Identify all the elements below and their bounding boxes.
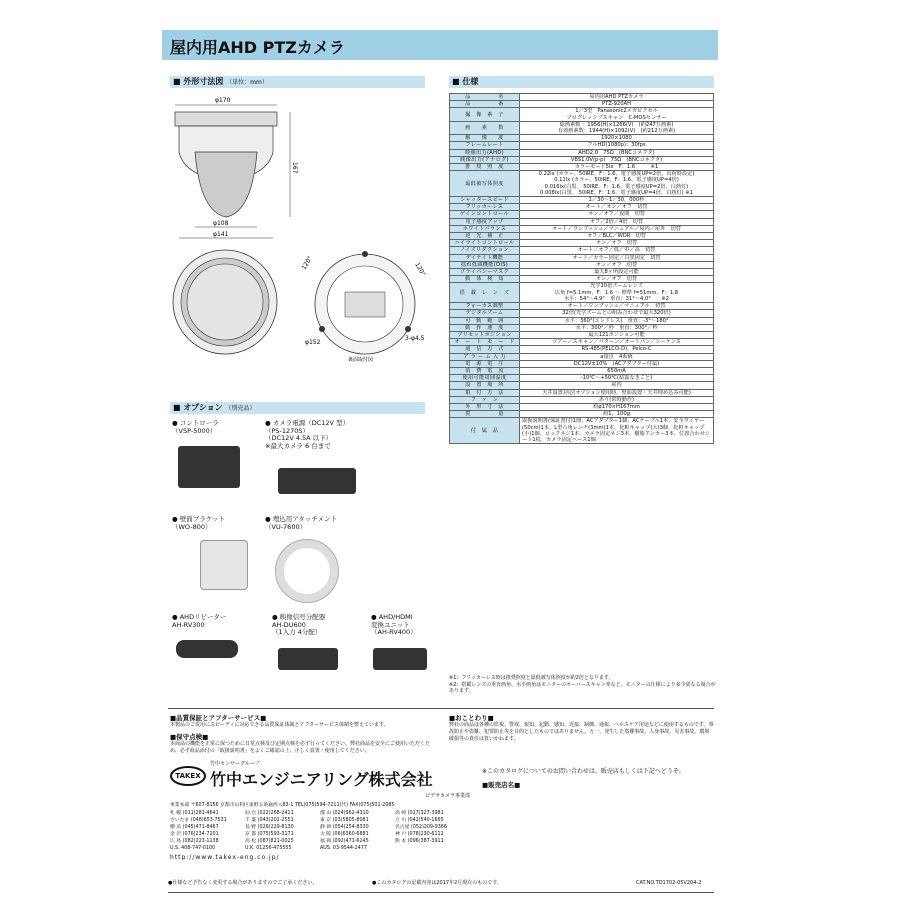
branch-entry: 広 島 (082)223-1138 <box>170 839 219 844</box>
spec-value: 総画素数 ：1956(H)×1266(V) (約247万画素) 有効画素数：1944(H)×1092(V) (約212万画素) <box>520 121 714 134</box>
spec-row <box>450 254 714 261</box>
spec-key: 質 量 <box>450 411 520 418</box>
spec-row <box>450 382 714 389</box>
dim-d170: φ170 <box>215 97 231 104</box>
spec-value: カラーモード5lx F：1.6 ※1 <box>520 164 714 171</box>
spec-row <box>450 156 714 163</box>
branch-entry: 郡 山 (024)962-4310 <box>320 811 369 816</box>
spec-key: 設 置 場 所 <box>450 382 520 389</box>
spec-value: フルHD(1080p)：30fps <box>520 142 714 149</box>
spec-value: AHD2.0 75Ω (BNCコネクタ) <box>520 149 714 156</box>
takex-logo: TAKEX <box>170 766 206 786</box>
dome-base <box>175 112 277 126</box>
group-label: 竹中センサーグループ <box>210 761 260 767</box>
dome-cover <box>195 152 257 217</box>
spec-row <box>450 94 714 101</box>
branch-entry: 大 阪 (06)6360-6881 <box>320 832 369 837</box>
option-bracket: ● 壁面ブラケット （WO-800） <box>172 515 225 531</box>
spec-row <box>450 197 714 204</box>
spec-key: プライバシーマスク <box>450 269 520 276</box>
spec-heading: ■ 仕様 <box>449 76 714 88</box>
dim-d152: φ152 <box>305 339 321 346</box>
spec-value: VBS1.0V(p-p) 75Ω (BNCコネクタ) <box>520 156 714 163</box>
hq-address: 事業本部 〒607-8156 京都市山科区東野五条通西入83-1 TEL(075)594-7211(代) FAX(075)501-2085 <box>170 803 395 808</box>
spec-row <box>450 375 714 382</box>
spec-key: 搭 載 レ ン ズ <box>450 283 520 303</box>
branch-entry: 福 岡 (092)471-6245 <box>320 839 369 844</box>
branch-entry: 熊 本 (096)387-3911 <box>395 839 444 844</box>
spec-row <box>450 149 714 156</box>
spec-key: フリッカーレス <box>450 204 520 211</box>
spec-key: ア ラ ー ム 入 力 <box>450 353 520 360</box>
spec-value: 最大121ポジション可能 <box>520 331 714 338</box>
option-distributor: ● 映像信号分配器 AH-DU600 （1入力 4分配） <box>272 613 326 636</box>
spec-key: 解 像 度 <box>450 135 520 142</box>
spec-value: オフ／BLC／WDR 切替 <box>520 233 714 240</box>
dim-h167: 167 <box>291 162 298 174</box>
spec-key: フレームレート <box>450 142 520 149</box>
branch-entry: 静 岡 (054)254-8330 <box>320 825 369 830</box>
spec-key: ゲインコントロール <box>450 211 520 218</box>
option-attachment: ● 埋込用アタッチメント （VU-7600） <box>265 515 338 531</box>
spec-key: フォーカス調整 <box>450 303 520 310</box>
branch-entry: 長 野 (026)229-8130 <box>245 825 294 830</box>
spec-row <box>450 164 714 171</box>
spec-row <box>450 317 714 324</box>
spec-value: RS-485(PELCO-D)、Pelco-C <box>520 346 714 353</box>
branch-entry: 高 崎 (027)327-3981 <box>395 811 444 816</box>
spec-key: 動 体 検 知 <box>450 276 520 283</box>
spec-key: 撮 像 素 子 <box>450 108 520 121</box>
angle-label-b: 120° <box>413 261 427 278</box>
bottom-divider <box>168 892 714 893</box>
spec-key: デジタルズーム <box>450 310 520 317</box>
spec-value: -10℃〜+50℃(結露なきこと) <box>520 375 714 382</box>
spec-value: 約1，100g <box>520 411 714 418</box>
spec-row <box>450 403 714 410</box>
spec-row <box>450 204 714 211</box>
spec-key: 画 素 数 <box>450 121 520 134</box>
spec-value: 水平：300°／秒 垂直：300°／秒 <box>520 324 714 331</box>
spec-value: オン／オフ 切替 <box>520 276 714 283</box>
branch-entry: 京 都 (075)593-3171 <box>245 832 294 837</box>
spec-value: 水平：360°(エンドレス) 垂直：-3°〜180° <box>520 317 714 324</box>
page-title: 屋内用AHD PTZカメラ <box>170 38 345 57</box>
spec-row <box>450 171 714 197</box>
spec-key: プリセットポジション <box>450 331 520 338</box>
repeater-image <box>176 640 238 658</box>
branch-entry: 立 川 (042)540-1665 <box>395 818 444 823</box>
spec-value: 1／30〜1／30，000秒 <box>520 197 714 204</box>
spec-table <box>449 93 714 444</box>
branch-row <box>170 817 470 824</box>
branch-entry: U.K. 01256-475555 <box>245 846 292 851</box>
spec-key: 動 作 速 度 <box>450 324 520 331</box>
spec-row <box>450 101 714 108</box>
spec-key: 取 付 方 法 <box>450 389 520 396</box>
spec-value: オート／カラー固定／白黒固定 切替 <box>520 254 714 261</box>
spec-row <box>450 339 714 346</box>
spec-row <box>450 218 714 225</box>
spec-value: 屋内用AHD PTZカメラ <box>520 94 714 101</box>
spec-key: 消 費 電 流 <box>450 367 520 374</box>
spec-value: オン／オフ／夜間 切替 <box>520 211 714 218</box>
spec-value: オート／ワンプッシュ／マニュアル 切替 <box>520 303 714 310</box>
spec-row <box>450 269 714 276</box>
spec-value: 約φ170×H167mm <box>520 403 714 410</box>
bottom-note-2: ●このカタログの記載内容は2017年2月現在のものです。 <box>372 880 502 886</box>
spec-key: シャッタースピード <box>450 197 520 204</box>
company-name: 竹中エンジニアリング株式会社 <box>210 770 433 789</box>
spec-row <box>450 353 714 360</box>
bracket-image <box>200 540 248 590</box>
option-controller: ● コントローラ （VSP-5000） <box>172 419 219 435</box>
spec-row <box>450 310 714 317</box>
spec-key: 揺れ低減機能(DIS) <box>450 261 520 268</box>
dim-d108: φ108 <box>213 220 229 227</box>
distributor-image <box>278 648 338 670</box>
spec-row <box>450 367 714 374</box>
bottom-note-1: ●仕様など予告なく変更する場合がありますのでご了承ください。 <box>168 880 318 886</box>
spec-value: オン／オフ 切替 <box>520 240 714 247</box>
branch-entry: 横 浜 (045)471-8467 <box>170 825 219 830</box>
dims-heading: ■ 外形寸法図 （単位：mm） <box>170 76 425 88</box>
branch-row <box>170 810 470 817</box>
spec-row <box>450 135 714 142</box>
notice-block: ■おことわり■ 弊社の商品は各種の監視、警戒、報知、起動、感知、近接、制御、通報、ヘルスケア用途などに使用するものです。事故防止や盗難、犯罪防止等を目的としたものではありません。万一、発生した盗難事故、人身事故、災害事故、環境破損等の責任は負いかねます。 <box>449 714 714 742</box>
mount-caption: 裏面取付図 <box>348 357 374 363</box>
spec-key: ハイライトコントロール <box>450 240 520 247</box>
branch-row <box>170 831 470 838</box>
spec-value: オート／ワンプッシュ／マニュアル／屋内／屋外 切替 <box>520 225 714 232</box>
spec-row <box>450 346 714 353</box>
spec-value: ツアー／スキャン／パターン／オートパン／シーケンス <box>520 339 714 346</box>
spec-value: DC12V±10% (ACアダプター付属) <box>520 360 714 367</box>
spec-value: オート／オフ／低／中／高 切替 <box>520 247 714 254</box>
spec-key: 品 番 <box>450 101 520 108</box>
dealer-label: ■販売店名■ <box>482 781 521 789</box>
spec-value: オフ／2倍／4倍 切替 <box>520 218 714 225</box>
note-1: ※1：フリッカーレス時は推奨照度と最低被写体照度が約2倍となります。 <box>449 675 614 681</box>
holes-label: 3-φ4.5 <box>405 335 425 342</box>
branch-entry: 神 戸 (078)230-6112 <box>395 832 444 837</box>
option-repeater: ● AHDリピーター AH-RV300 <box>172 613 227 629</box>
spec-key: 映像出力(アナログ) <box>450 156 520 163</box>
controller-image <box>178 446 240 488</box>
spec-value: 650mA <box>520 367 714 374</box>
branch-entry: 仙 台 (022)268-2411 <box>245 811 294 816</box>
spec-row <box>450 142 714 149</box>
dim-d141: φ141 <box>213 231 229 238</box>
spec-row <box>450 121 714 134</box>
branch-entry: AUS. 03-9544-2477 <box>320 846 367 851</box>
spec-value: a接点 4系統 <box>520 353 714 360</box>
spec-value: オート／オン／オフ 切替 <box>520 204 714 211</box>
spec-key: 電子感度アップ <box>450 218 520 225</box>
website-link[interactable]: http://www.takex-eng.co.jp/ <box>170 854 280 861</box>
catalog-note: ※このカタログについてのお問い合わせは、販売店もしくは下記へどうぞ。 <box>482 768 685 775</box>
branch-entry: 千 葉 (043)202-2551 <box>245 818 294 823</box>
option-power: ● カメラ電源（DC12V 型） （PS-1270S） （DC12V 4.5A 以下） ※最大カメラ 6 台まで <box>265 419 350 450</box>
spec-value: 1／3型 Panasonic2メガピクセル プログレッシブスキャン C-MOSセンサー <box>520 108 714 121</box>
spec-key: 最低被写体照度 <box>450 171 520 197</box>
branch-entry: 金 沢 (076)234-7201 <box>170 832 219 837</box>
branch-list <box>170 810 470 852</box>
spec-key: 通 信 方 式 <box>450 346 520 353</box>
spec-notes <box>449 675 719 695</box>
spec-row <box>450 276 714 283</box>
spec-row <box>450 261 714 268</box>
spec-value: 最大8ヶ所設定可能 <box>520 269 714 276</box>
dealer-block <box>482 768 714 789</box>
branch-entry: さいたま (048)653-7531 <box>170 818 227 823</box>
spec-key: 使用可能周囲温度 <box>450 375 520 382</box>
power-image <box>278 468 356 494</box>
spec-key: 品 名 <box>450 94 520 101</box>
spec-key: 逆 光 補 正 <box>450 233 520 240</box>
angle-label-a: 120° <box>300 254 314 271</box>
converter-image <box>373 648 427 670</box>
spec-key: オ ー ト モ ー ド <box>450 339 520 346</box>
spec-row <box>450 324 714 331</box>
spec-key: 映像出力(AHD) <box>450 149 520 156</box>
branch-entry: U.S. 408-747-0100 <box>170 846 216 851</box>
title-bar <box>162 30 718 60</box>
branch-entry: 名古屋 (052)209-9366 <box>395 825 447 830</box>
spec-key: 付 属 品 <box>450 418 520 444</box>
spec-row <box>450 389 714 396</box>
spec-value: 屋内 <box>520 382 714 389</box>
branch-row <box>170 845 470 852</box>
spec-row <box>450 247 714 254</box>
spec-row <box>450 360 714 367</box>
spec-value: 1920×1080 <box>520 135 714 142</box>
spec-row <box>450 331 714 338</box>
spec-row <box>450 240 714 247</box>
footer-divider <box>168 708 714 709</box>
spec-key: 電 源 電 圧 <box>450 360 520 367</box>
spec-key: フ ァ ン <box>450 396 520 403</box>
attachment-image <box>276 540 338 602</box>
option-converter: ● AHD/HDMI 変換ユニット （AH-RV400） <box>371 613 417 636</box>
spec-row <box>450 108 714 121</box>
branch-entry: 東 京 (03)5805-8081 <box>320 818 369 823</box>
spec-value: 0.22lx (カラー、50IRE、F：1.6、電子感度UP=2倍、出荷時設定) 0.11lx (カラー、50IRE、F：1.6、電子感度UP=4倍) 0.016lx(白黒、 50IRE、F：1.6、電子感度UP=2倍、白熱灯) 0.008lx(白黒、 50IRE、F：1.6、電子感度UP=4倍、白熱灯) ※1 <box>520 171 714 197</box>
spec-value: PTZ-920AH <box>520 101 714 108</box>
spec-row <box>450 396 714 403</box>
spec-value: 32倍(光学ズームとの組み合わせで最大320倍) <box>520 310 714 317</box>
spec-row <box>450 233 714 240</box>
catalog-number: CAT.NO.TD1702-05V204-2 <box>636 880 702 886</box>
spec-key: 外 形 寸 法 <box>450 403 520 410</box>
dimension-drawing <box>165 92 445 382</box>
spec-row <box>450 283 714 303</box>
dept-name: ビデオカメラ事業部 <box>425 793 470 799</box>
options-heading: ■ オプション （別売品） <box>170 402 425 414</box>
spec-row <box>450 418 714 444</box>
note-2: ※2：搭載レンズの垂直画角、水平画角はモニターのオーバースキャン率など、モニターの仕様により多少異なる場合があります。 <box>449 681 716 694</box>
spec-key: 可 動 範 囲 <box>450 317 520 324</box>
company-block <box>170 760 470 861</box>
spec-value: 光学10倍ズームレンズ 広角 f=5.1mm、F：1.6 〜 標準 f=51mm、F：1.8 水平：54°〜4.9° 垂直：31°〜4.0° ※2 <box>520 283 714 303</box>
spec-key: 推 奨 照 度 <box>450 164 520 171</box>
branch-entry <box>395 845 470 852</box>
spec-row <box>450 303 714 310</box>
spec-value: 天井設置対応(オプション使用時、壁面設置・天井埋め込み可能) <box>520 389 714 396</box>
spec-value: オン／オフ 切替 <box>520 261 714 268</box>
branch-row <box>170 838 470 845</box>
branch-entry: 札 幌 (011)281-4641 <box>170 811 219 816</box>
branch-row <box>170 824 470 831</box>
spec-key: ホワイトバランス <box>450 225 520 232</box>
branch-entry: 高 松 (087)821-0025 <box>245 839 294 844</box>
spec-value: あり(常時動作) <box>520 396 714 403</box>
spec-row <box>450 225 714 232</box>
spec-row <box>450 411 714 418</box>
spec-value: 取扱説明書(保証書付)1冊、ACアダプター1個、ACケーブル1本、安全ワイヤー(50cm)1本、L型六角レンチ(3mm)1本、化粧キャップ(大)3個、化粧キャップ(小)1個、ロックネジ1本、カメラ固定ネジ3本、樹脂アンカー3本、位置合わせシート1枚、カメラ固定ベース1個 <box>520 418 714 444</box>
warranty-block: ■品質保証とアフターサービス■ 本製品のご愛用にスピーディに対応できる品質保証体制とアフターサービス体制を整えています。 ■保守点検■ 本商品の機能を正常に保つために日常点検及び定期点検を必ず行ってください。弊社商品を安全にご使用いただくため、必ず商品添付の「取扱説明書」をよくご確認の上、正しく設置・使用してください。 <box>170 714 431 754</box>
spec-row <box>450 211 714 218</box>
spec-key: デイナイト機能 <box>450 254 520 261</box>
spec-key: ノイズリダクション <box>450 247 520 254</box>
